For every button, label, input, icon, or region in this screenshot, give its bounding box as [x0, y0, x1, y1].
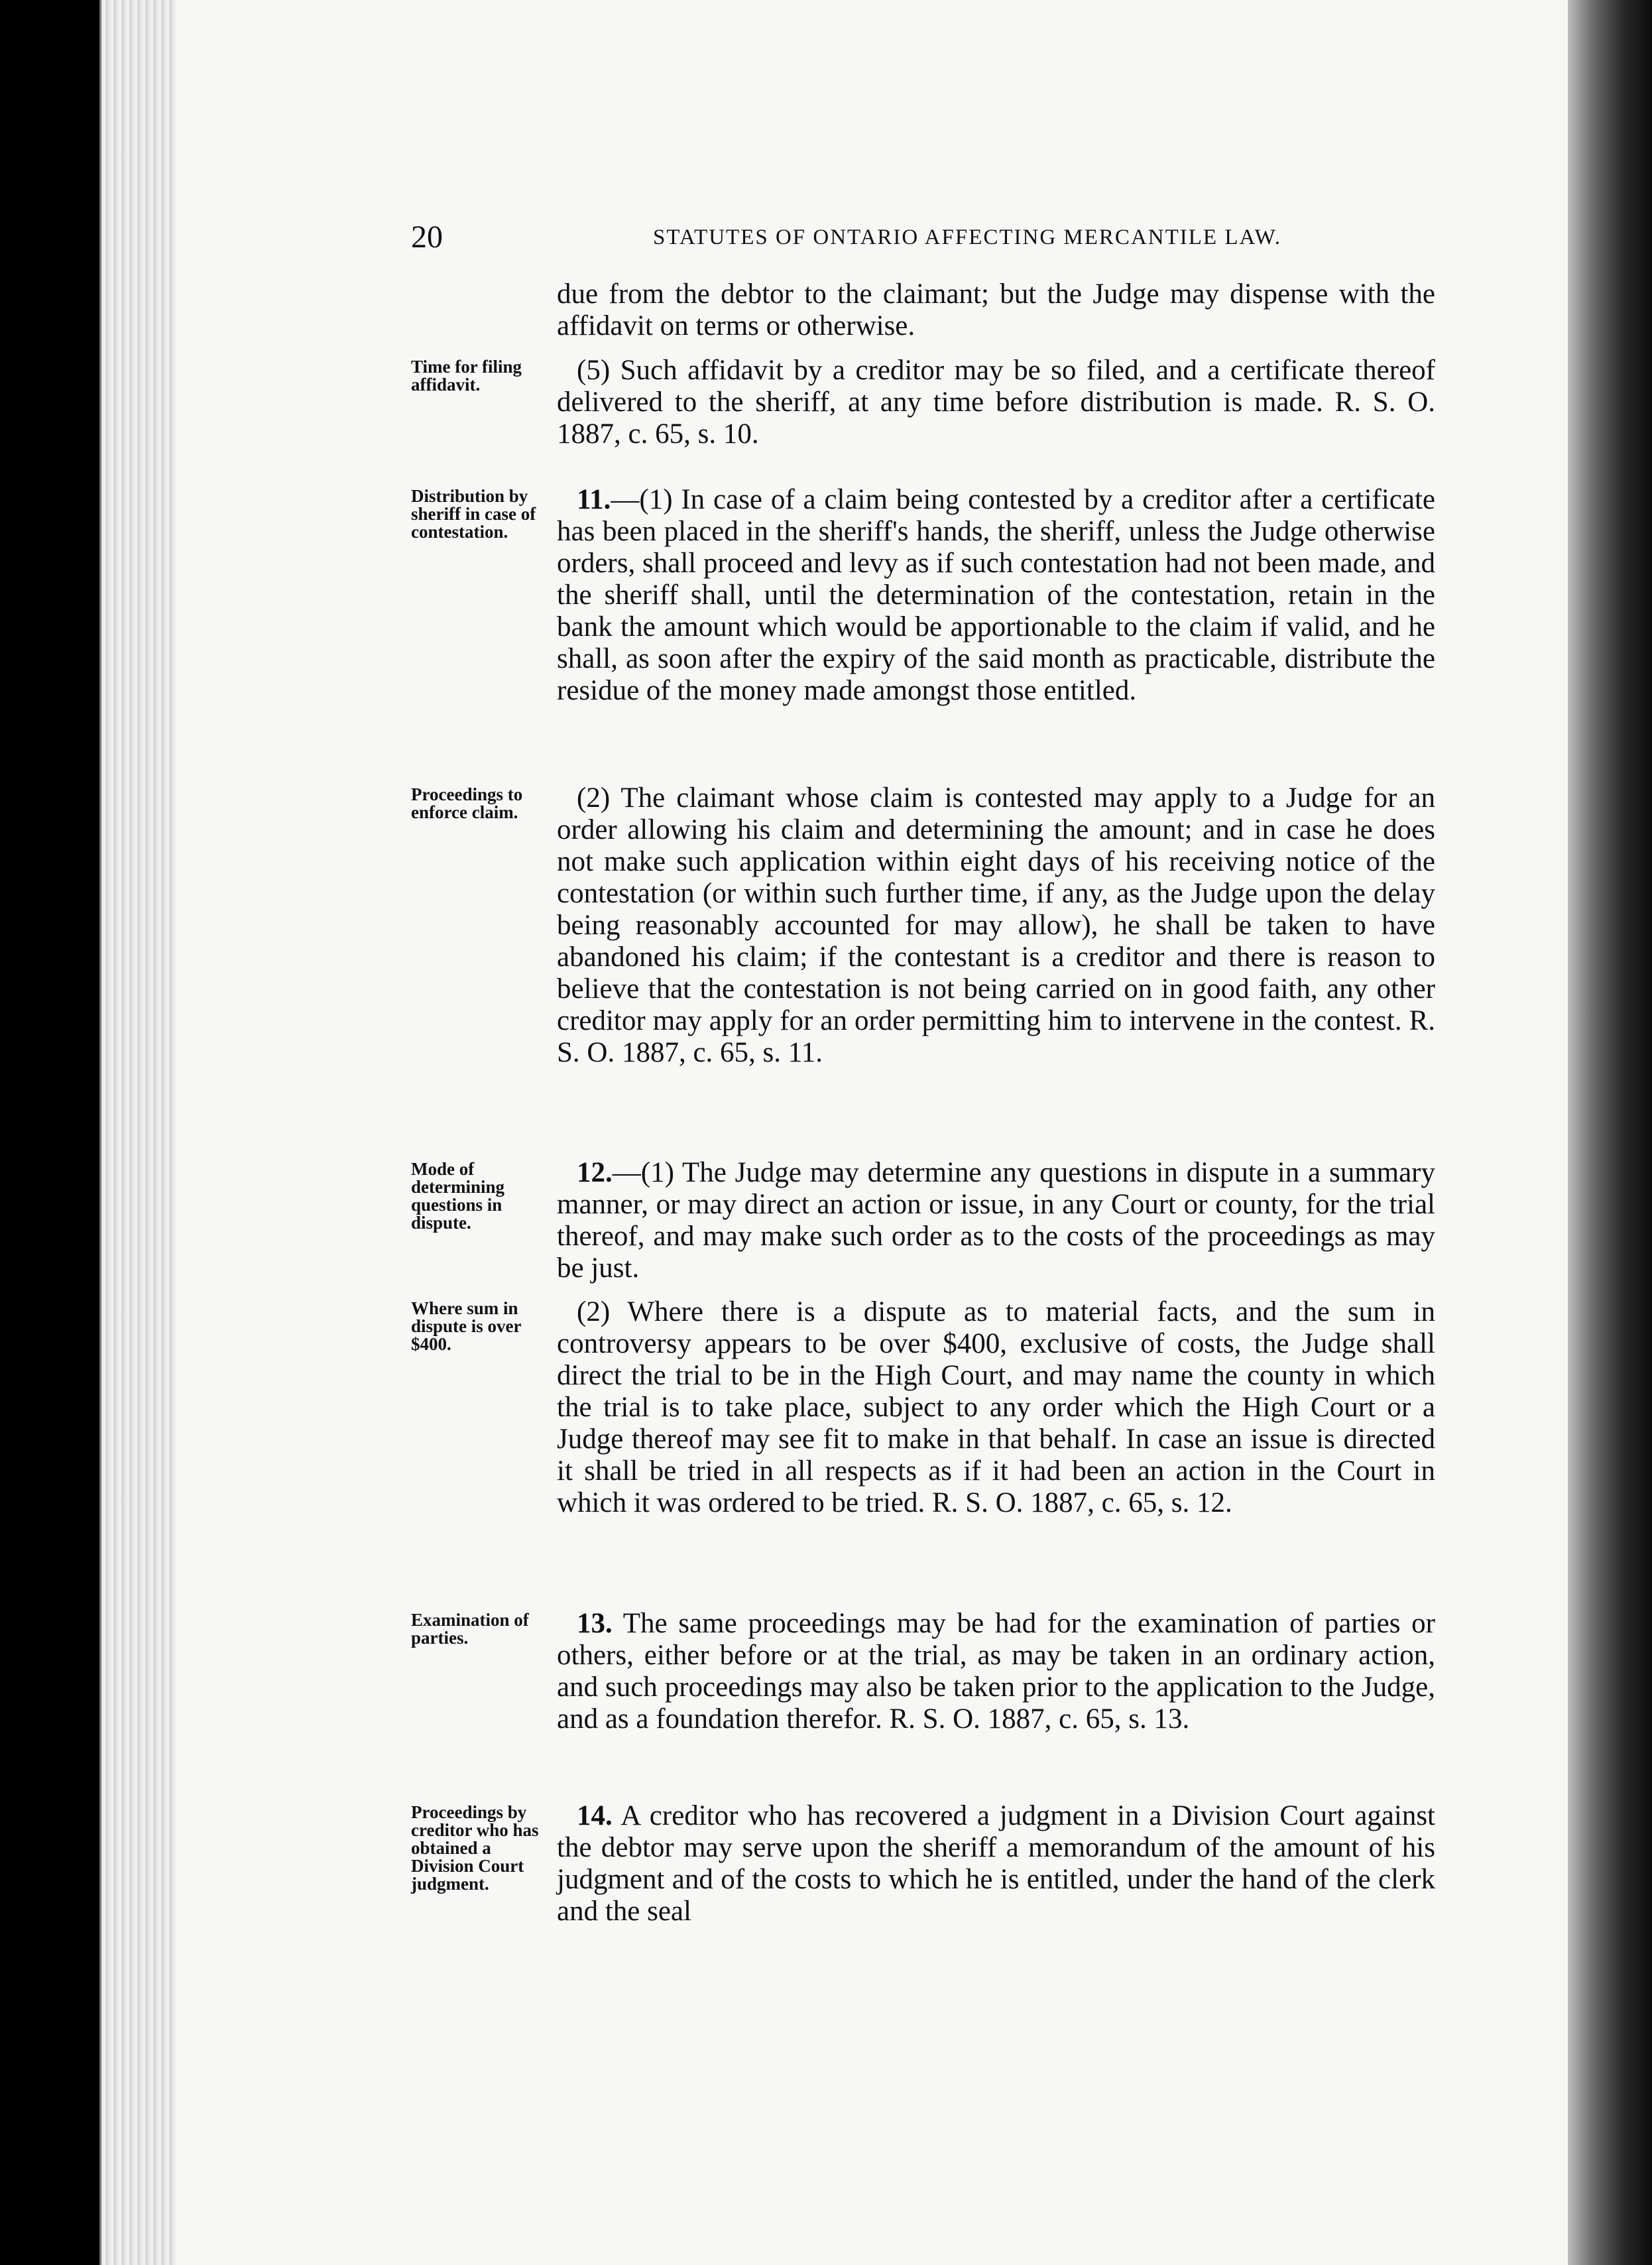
paragraph	[557, 484, 1435, 707]
paragraph-text: The same proceedings may be had for the examination of parties or others, either before or at the trial, as may be taken in an ordinary action, and such proceedings may also be taken prior to the application to the Judge, and as a foundation therefor. R. S. O. 1887, c. 65, s. 13.	[557, 1608, 1435, 1735]
running-head: STATUTES OF ONTARIO AFFECTING MERCANTILE LAW.	[653, 225, 1282, 249]
paragraph-text: (2) Where there is a dispute as to material facts, and the sum in controversy appears to be over $400, exclusive of costs, the Judge shall direct the trial to be in the High Court, and may name the county in which the trial is to take place, subject to any order which the High Court or a Judge thereof may see fit to make in that behalf. In case an issue is directed it shall be tried in all respects as if it had been an action in the Court in which it was ordered to be tried. R. S. O. 1887, c. 65, s. 12.	[557, 1296, 1435, 1518]
paragraph-text: (2) The claimant whose claim is contested may apply to a Judge for an order allowing his claim and determining the amount; and in case he does not make such application within eight days of his receiving notice of the contestation (or within such further time, if any, as the Judge upon the delay being reasonably accounted for may allow), he shall be taken to have abandoned his claim; if the contestant is a creditor and there is reason to believe that the contestation is not being carried on in good faith, any other creditor may apply for an order permitting him to intervene in the contest. R. S. O. 1887, c. 65, s. 11.	[557, 782, 1435, 1068]
paragraph	[557, 1800, 1435, 1928]
section-number: 13.	[577, 1608, 613, 1639]
paragraph-text: A creditor who has recovered a judgment in a Division Court against the debtor may serve upon the sheriff a memorandum of the amount of his judgment and of the costs to which he is entitled, under the hand of the clerk and the seal	[557, 1800, 1435, 1927]
paragraph-text: —(1) The Judge may determine any questions in dispute in a summary manner, or may direct an action or issue, in any Court or county, for the trial thereof, and may make such order as to the costs of the proceedings as may be just.	[557, 1157, 1435, 1284]
book-gutter-shadow	[1568, 0, 1652, 2265]
paragraph	[557, 1608, 1435, 1735]
sidenote: Time for filing affidavit.	[411, 357, 522, 395]
sidenote: Where sum in dispute is over $400.	[411, 1298, 522, 1354]
section-number: 11.	[577, 484, 611, 515]
page-edges	[99, 0, 181, 2265]
paragraph-text: (5) Such affidavit by a creditor may be so filed, and a certificate thereof delivered to the sheriff, at any time before distribution is made. R. S. O. 1887, c. 65, s. 10.	[557, 355, 1435, 450]
paragraph-text: —(1) In case of a claim being contested by a creditor after a certificate has been placed in the sheriff's hands, the sheriff, unless the Judge otherwise orders, shall proceed and levy as if such contestation had not been made, and the sheriff shall, until the determination of the contestation, retain in the bank the amount which would be apportionable to the claim if valid, and he shall, as soon after the expiry of the said month as practicable, distribute the residue of the money made amongst those entitled.	[557, 484, 1435, 706]
sidenote: Distribution by sheriff in case of contestation.	[411, 486, 536, 542]
paragraph-text: due from the debtor to the claimant; but the Judge may dispense with the affidavit on terms or otherwise.	[557, 278, 1435, 341]
section-number: 14.	[577, 1800, 613, 1831]
paragraph	[557, 1296, 1435, 1519]
paragraph	[557, 782, 1435, 1069]
page-header	[411, 219, 1435, 259]
paragraph	[557, 1157, 1435, 1284]
page-number: 20	[411, 219, 443, 255]
paragraph	[557, 278, 1435, 342]
paragraph	[557, 355, 1435, 450]
sidenote: Proceedings by creditor who has obtained a Division Court judgment.	[411, 1802, 539, 1894]
sidenote: Mode of determining questions in dispute.	[411, 1159, 504, 1233]
section-number: 12.	[577, 1157, 613, 1188]
sidenote: Examination of parties.	[411, 1610, 529, 1648]
sidenote: Proceedings to enforce claim.	[411, 784, 523, 822]
